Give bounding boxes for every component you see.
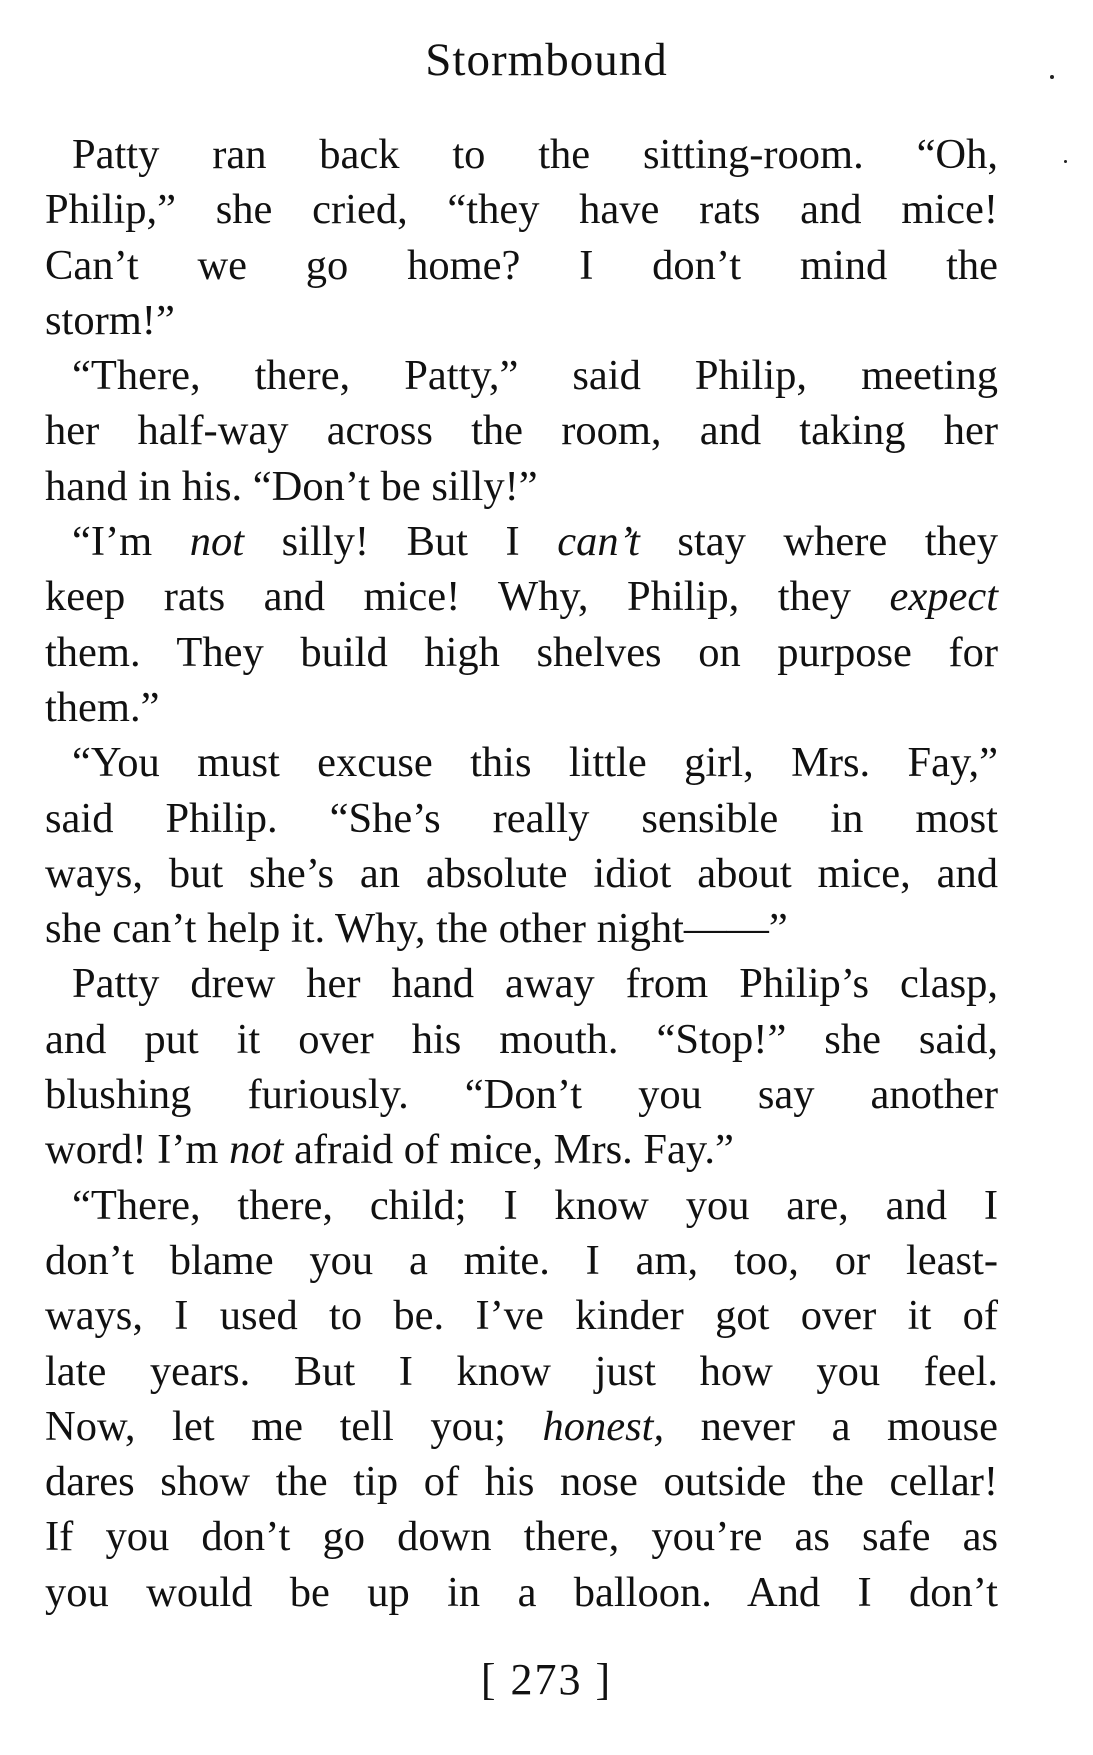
text-line: Philip,” she cried, “they have rats and mice! bbox=[45, 186, 998, 234]
text-line: Patty ran back to the sitting-room. “Oh, bbox=[72, 131, 998, 178]
text-line: “You must excuse this little girl, Mrs. Fay,” bbox=[72, 739, 998, 787]
running-head: Stormbound bbox=[425, 34, 668, 86]
text-line: Patty drew her hand away from Philip’s clasp, bbox=[72, 960, 998, 1008]
text-line: you would be up in a balloon. And I don’t bbox=[45, 1568, 998, 1616]
text-line: her half-way across the room, and taking her bbox=[45, 407, 998, 455]
text-line: “There, there, child; I know you are, and I bbox=[72, 1181, 998, 1229]
italic-word: not bbox=[229, 1126, 284, 1174]
text-line: “There, there, Patty,” said Philip, meeting bbox=[72, 352, 998, 400]
text-line: said Philip. “She’s really sensible in most bbox=[45, 794, 998, 842]
text-line: ways, I used to be. I’ve kinder got over it of bbox=[45, 1292, 998, 1340]
italic-word: not bbox=[189, 518, 245, 566]
text-line: keep rats and mice! Why, Philip, they expect bbox=[45, 573, 998, 621]
text-line: don’t blame you a mite. I am, too, or least- bbox=[45, 1236, 998, 1284]
text-line: word! I’m not afraid of mice, Mrs. Fay.” bbox=[45, 1126, 734, 1174]
italic-word: can’t bbox=[557, 518, 640, 566]
italic-word: honest, bbox=[542, 1402, 665, 1450]
text-line: and put it over his mouth. “Stop!” she said, bbox=[45, 1015, 998, 1063]
text-line: dares show the tip of his nose outside the cellar! bbox=[45, 1458, 998, 1506]
text-line: blushing furiously. “Don’t you say another bbox=[45, 1071, 998, 1119]
print-speck bbox=[1064, 160, 1067, 163]
body-text bbox=[45, 127, 998, 1620]
page-number: [ 273 ] bbox=[480, 1655, 613, 1704]
text-line: late years. But I know just how you feel. bbox=[45, 1347, 998, 1395]
text-line: them. They build high shelves on purpose for bbox=[45, 628, 998, 676]
italic-word: expect bbox=[889, 573, 998, 621]
text-line: them.” bbox=[45, 683, 160, 731]
text-line: If you don’t go down there, you’re as safe as bbox=[45, 1513, 998, 1561]
text-line: “I’m not silly! But I can’t stay where they bbox=[72, 518, 998, 566]
text-line: hand in his. “Don’t be silly!” bbox=[45, 462, 538, 510]
text-line: she can’t help it. Why, the other night——” bbox=[45, 905, 788, 953]
text-line: ways, but she’s an absolute idiot about mice, and bbox=[45, 849, 998, 897]
text-line: Now, let me tell you; honest, never a mouse bbox=[45, 1402, 998, 1450]
print-speck bbox=[1050, 75, 1054, 79]
text-line: Can’t we go home? I don’t mind the bbox=[45, 241, 998, 289]
text-line: storm!” bbox=[45, 296, 175, 344]
